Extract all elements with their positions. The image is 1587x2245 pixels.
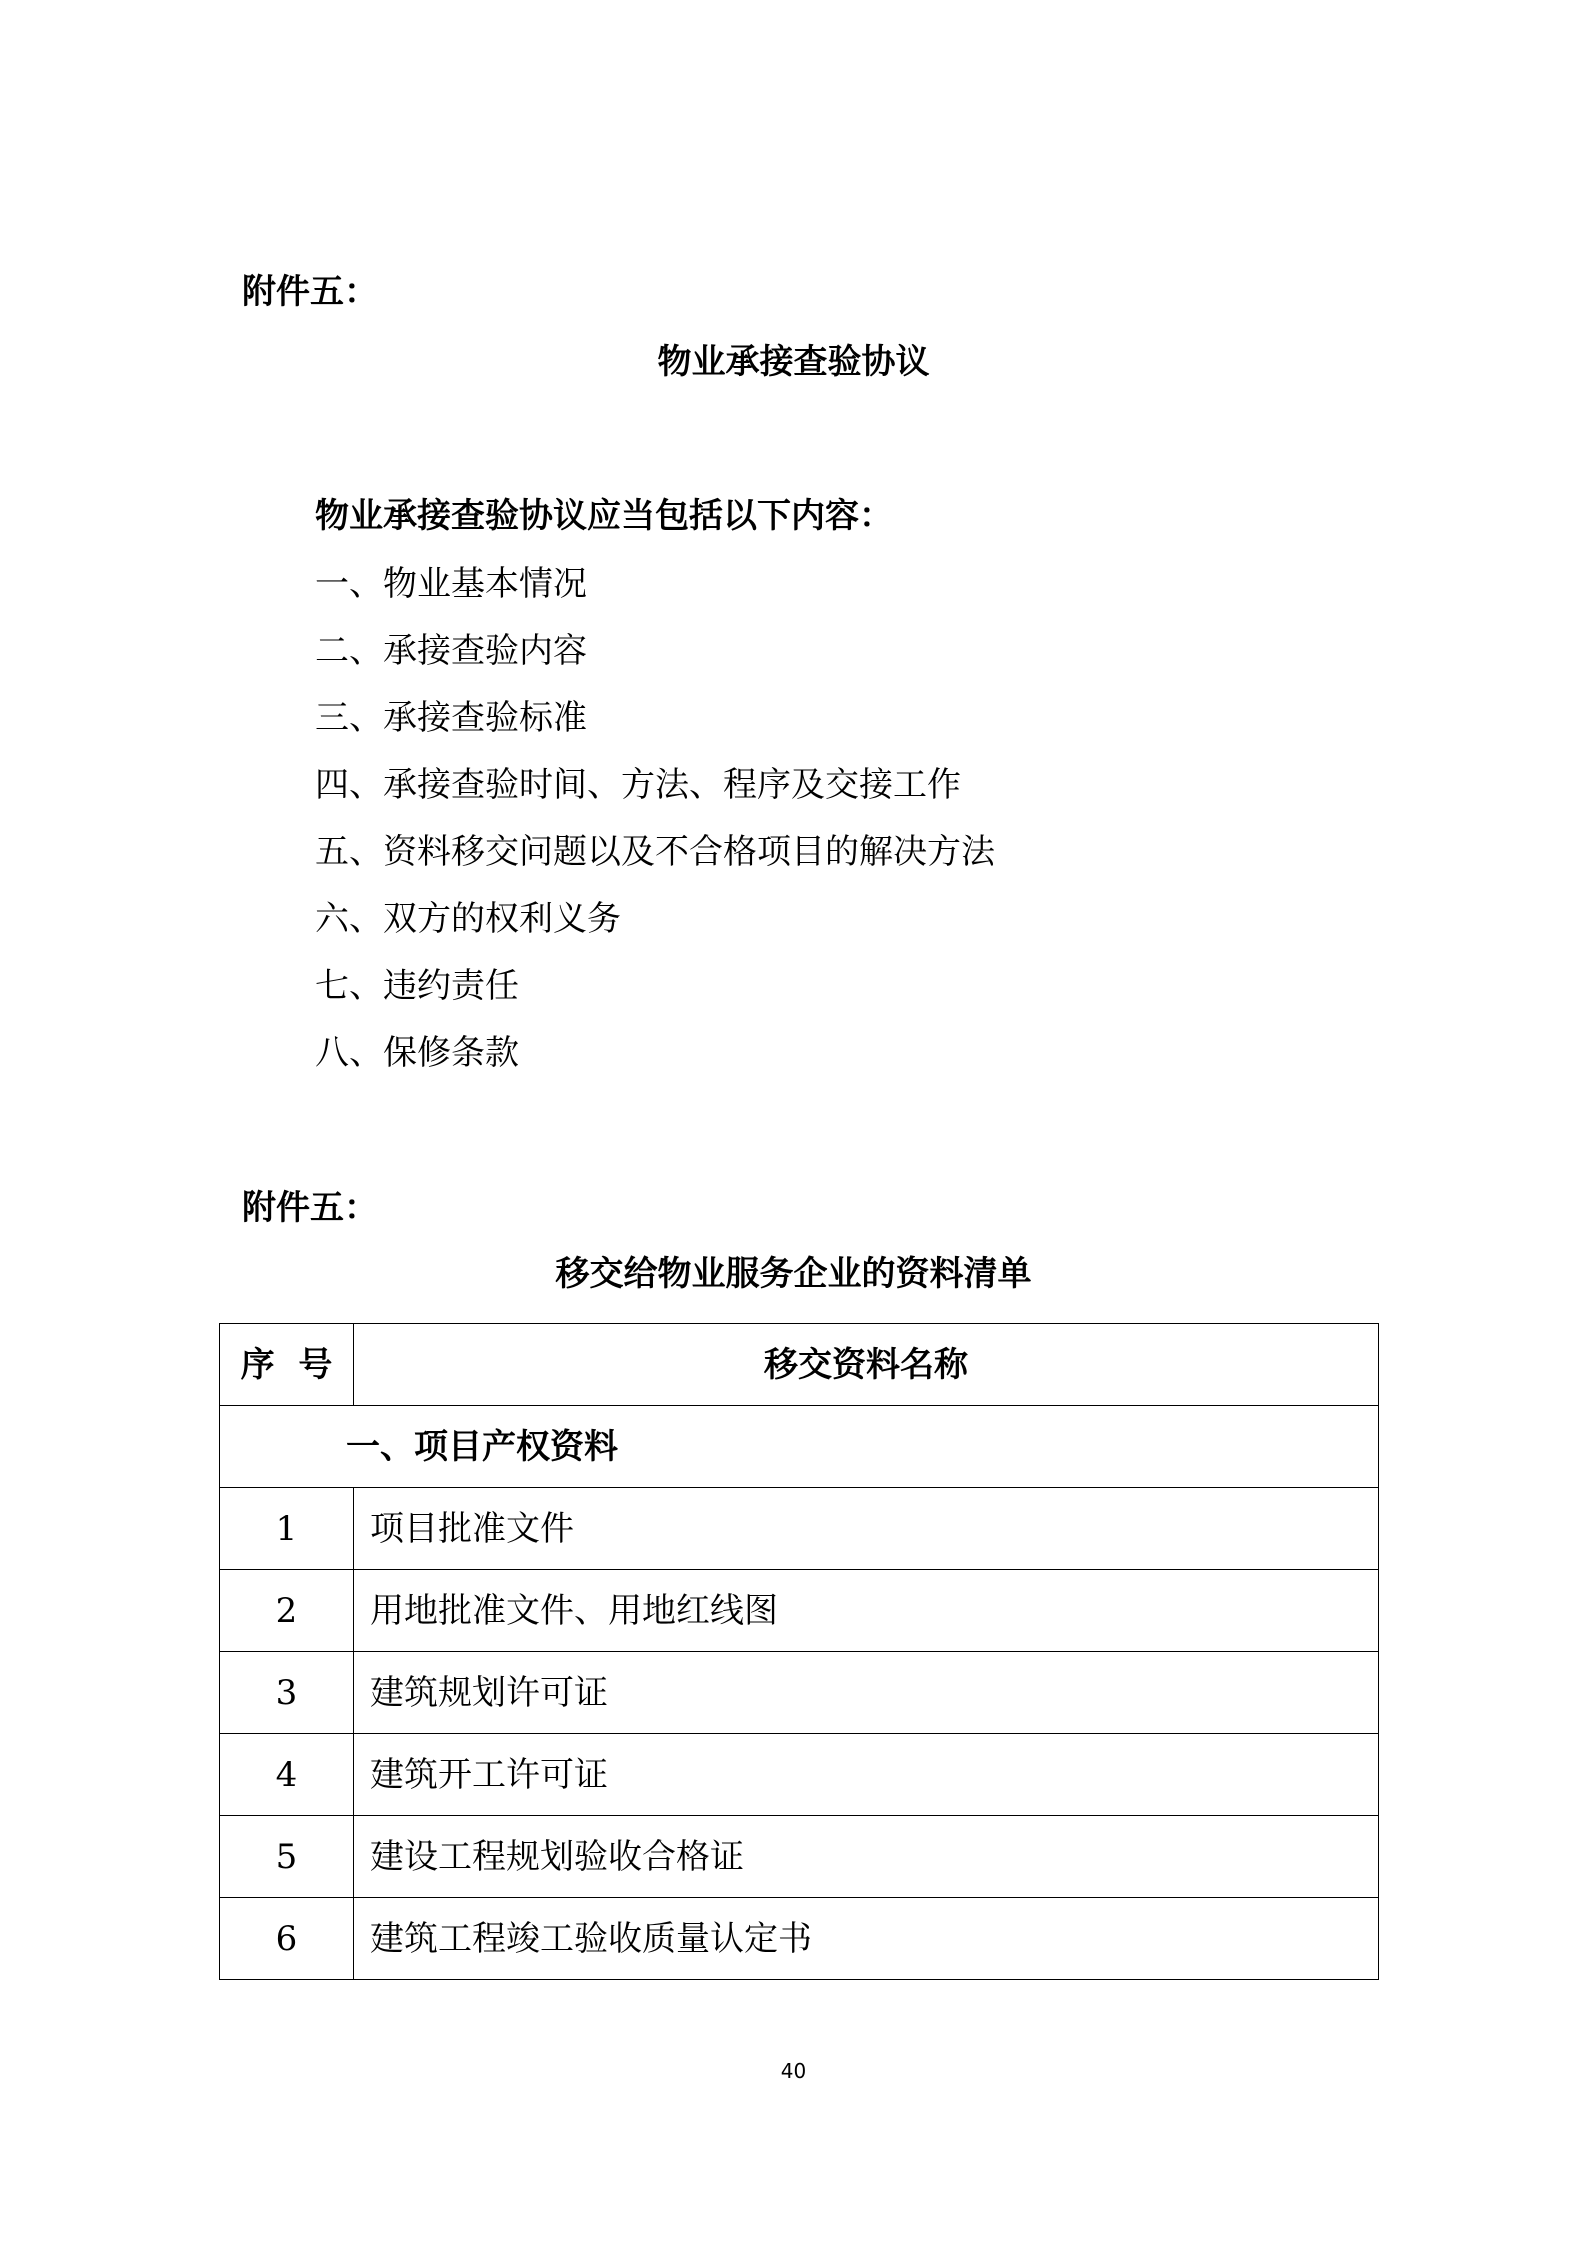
list-item: 二、承接查验内容 (315, 631, 587, 671)
agreement-intro: 物业承接查验协议应当包括以下内容： (315, 496, 893, 536)
row-document-name: 建设工程规划验收合格证 (354, 1816, 1379, 1898)
header-document-name: 移交资料名称 (354, 1324, 1379, 1406)
row-number: 3 (220, 1652, 354, 1734)
table-group-row (220, 1406, 1379, 1488)
agreement-title: 物业承接查验协议 (657, 342, 930, 382)
table-header-row (220, 1324, 1379, 1406)
agreement-contents-list (315, 562, 995, 1098)
table-row (220, 1652, 1379, 1734)
table-row (220, 1816, 1379, 1898)
list-item: 五、资料移交问题以及不合格项目的解决方法 (315, 832, 995, 872)
table-row (220, 1488, 1379, 1570)
list-item: 六、双方的权利义务 (315, 899, 621, 939)
list-item: 八、保修条款 (315, 1033, 519, 1073)
row-number: 1 (220, 1488, 354, 1570)
page-number: 40 (780, 2059, 807, 2083)
list-item: 七、违约责任 (315, 966, 519, 1006)
checklist-title: 移交给物业服务企业的资料清单 (555, 1254, 1032, 1294)
row-number: 2 (220, 1570, 354, 1652)
row-document-name: 建筑规划许可证 (354, 1652, 1379, 1734)
row-number: 4 (220, 1734, 354, 1816)
appendix-label-1: 附件五： (242, 272, 378, 312)
table-row (220, 1734, 1379, 1816)
table-row (220, 1570, 1379, 1652)
list-item: 三、承接查验标准 (315, 698, 587, 738)
list-item: 四、承接查验时间、方法、程序及交接工作 (315, 765, 961, 805)
group-title: 一、项目产权资料 (220, 1406, 1379, 1488)
handover-documents-table (219, 1323, 1379, 1980)
row-document-name: 项目批准文件 (354, 1488, 1379, 1570)
row-document-name: 建筑开工许可证 (354, 1734, 1379, 1816)
list-item: 一、物业基本情况 (315, 564, 587, 604)
appendix-label-2: 附件五： (242, 1188, 378, 1228)
row-number: 5 (220, 1816, 354, 1898)
row-document-name: 建筑工程竣工验收质量认定书 (354, 1898, 1379, 1980)
row-number: 6 (220, 1898, 354, 1980)
table-row (220, 1898, 1379, 1980)
row-document-name: 用地批准文件、用地红线图 (354, 1570, 1379, 1652)
header-serial-number: 序 号 (220, 1324, 354, 1406)
